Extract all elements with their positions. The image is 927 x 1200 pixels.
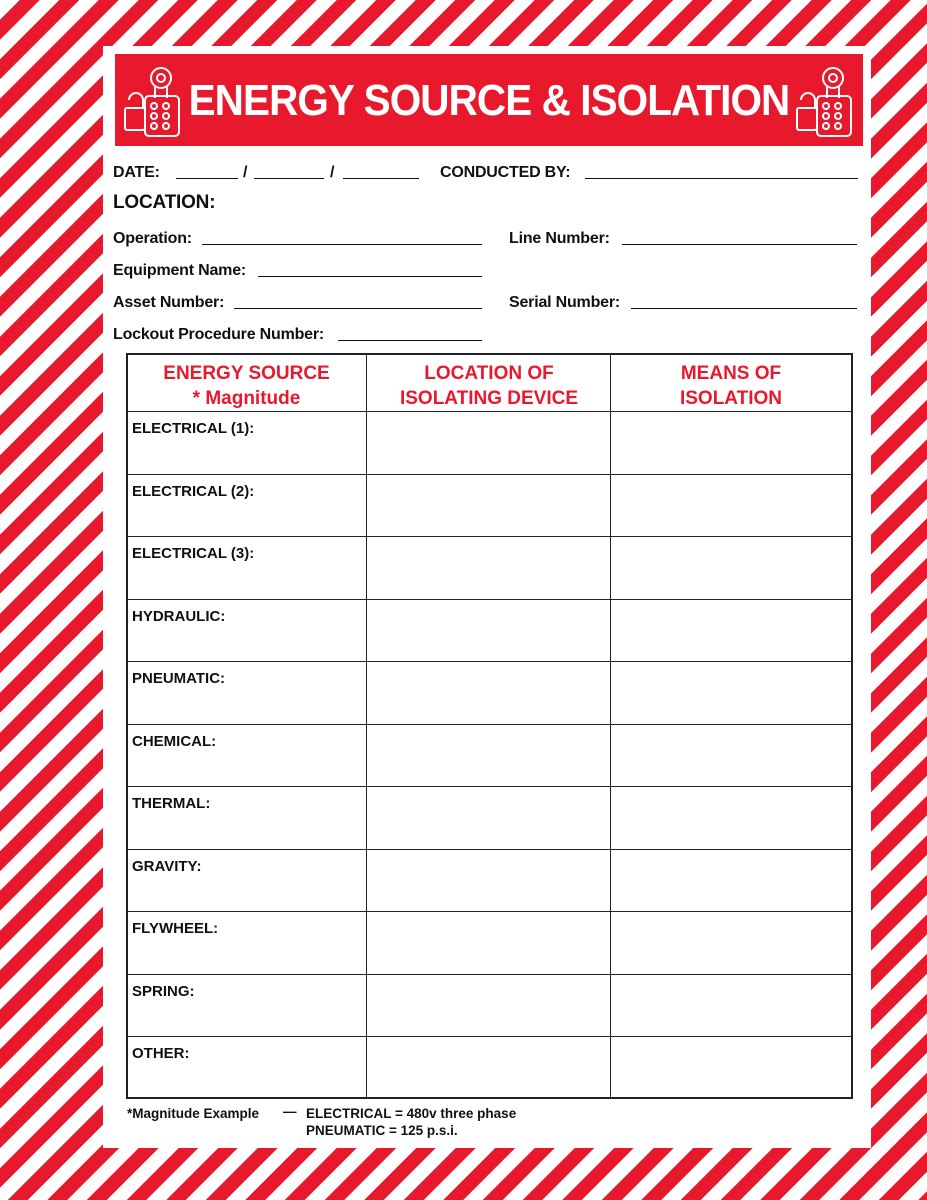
header-energy-source: ENERGY SOURCE * Magnitude [163,363,330,409]
location-cell[interactable] [368,662,610,724]
date-year-field[interactable] [343,178,419,179]
table-row [128,975,851,1038]
row-label: HYDRAULIC: [132,607,226,625]
equipment-name-field[interactable] [258,276,482,277]
location-cell[interactable] [368,725,610,787]
means-cell[interactable] [612,725,851,787]
operation-label: Operation: [113,230,192,247]
table-row [128,475,851,538]
serial-number-field[interactable] [631,308,857,309]
serial-number-label: Serial Number: [509,294,621,311]
lockout-procedure-field[interactable] [338,340,482,341]
location-cell[interactable] [368,850,610,912]
row-label: SPRING: [132,982,195,1000]
location-cell[interactable] [368,600,610,662]
table-row [128,412,851,475]
means-cell[interactable] [612,787,851,849]
header-means-of-isolation: MEANS OF ISOLATION [679,363,783,409]
row-label: CHEMICAL: [132,732,217,750]
location-cell[interactable] [368,912,610,974]
form-sheet [103,46,871,1148]
table-row [128,662,851,725]
footnote-example-electrical: ELECTRICAL = 480v three phase [306,1106,517,1121]
line-number-label: Line Number: [509,230,610,247]
lockout-procedure-label: Lockout Procedure Number: [113,326,325,343]
table-row [128,912,851,975]
location-cell[interactable] [368,1037,610,1100]
date-separator: / [330,164,335,181]
means-cell[interactable] [612,850,851,912]
location-cell[interactable] [368,412,610,474]
padlock-hasp-icon [793,64,857,140]
row-label: GRAVITY: [132,857,202,875]
means-cell[interactable] [612,475,851,537]
asset-number-field[interactable] [234,308,482,309]
means-cell[interactable] [612,912,851,974]
table-row [128,537,851,600]
conducted-by-label: CONDUCTED BY: [440,164,571,181]
page-title: ENERGY SOURCE & ISOLATION [188,76,790,125]
table-row [128,1037,851,1100]
table-row [128,850,851,913]
location-cell[interactable] [368,975,610,1037]
row-label: FLYWHEEL: [132,920,219,937]
column-divider [610,355,611,1097]
location-cell[interactable] [368,537,610,599]
energy-source-table [126,353,853,1099]
footnote-label: *Magnitude Example [127,1106,260,1121]
means-cell[interactable] [612,537,851,599]
row-label: ELECTRICAL (1): [132,420,255,437]
column-divider [366,355,367,1097]
table-header [128,355,851,412]
row-label: OTHER: [132,1045,190,1062]
date-label: DATE: [113,164,160,181]
operation-field[interactable] [202,244,482,245]
title-banner [115,54,863,146]
means-cell[interactable] [612,1037,851,1100]
means-cell[interactable] [612,412,851,474]
header-location-of-isolating-device: LOCATION OF ISOLATING DEVICE [399,363,579,409]
row-label: THERMAL: [132,795,211,812]
row-label: ELECTRICAL (3): [132,545,255,562]
footnote-dash: — [283,1104,297,1119]
table-row [128,600,851,663]
table-row [128,725,851,788]
means-cell[interactable] [612,600,851,662]
date-separator: / [243,164,248,181]
conducted-by-field[interactable] [585,178,858,179]
row-label: ELECTRICAL (2): [132,482,255,500]
location-cell[interactable] [368,787,610,849]
means-cell[interactable] [612,662,851,724]
row-label: PNEUMATIC: [132,670,226,687]
location-heading: LOCATION: [113,192,216,213]
location-cell[interactable] [368,475,610,537]
date-day-field[interactable] [254,178,324,179]
means-cell[interactable] [612,975,851,1037]
table-row [128,787,851,850]
date-month-field[interactable] [176,178,238,179]
footnote-example-pneumatic: PNEUMATIC = 125 p.s.i. [306,1123,458,1138]
line-number-field[interactable] [622,244,857,245]
asset-number-label: Asset Number: [113,294,225,311]
equipment-name-label: Equipment Name: [113,262,247,279]
